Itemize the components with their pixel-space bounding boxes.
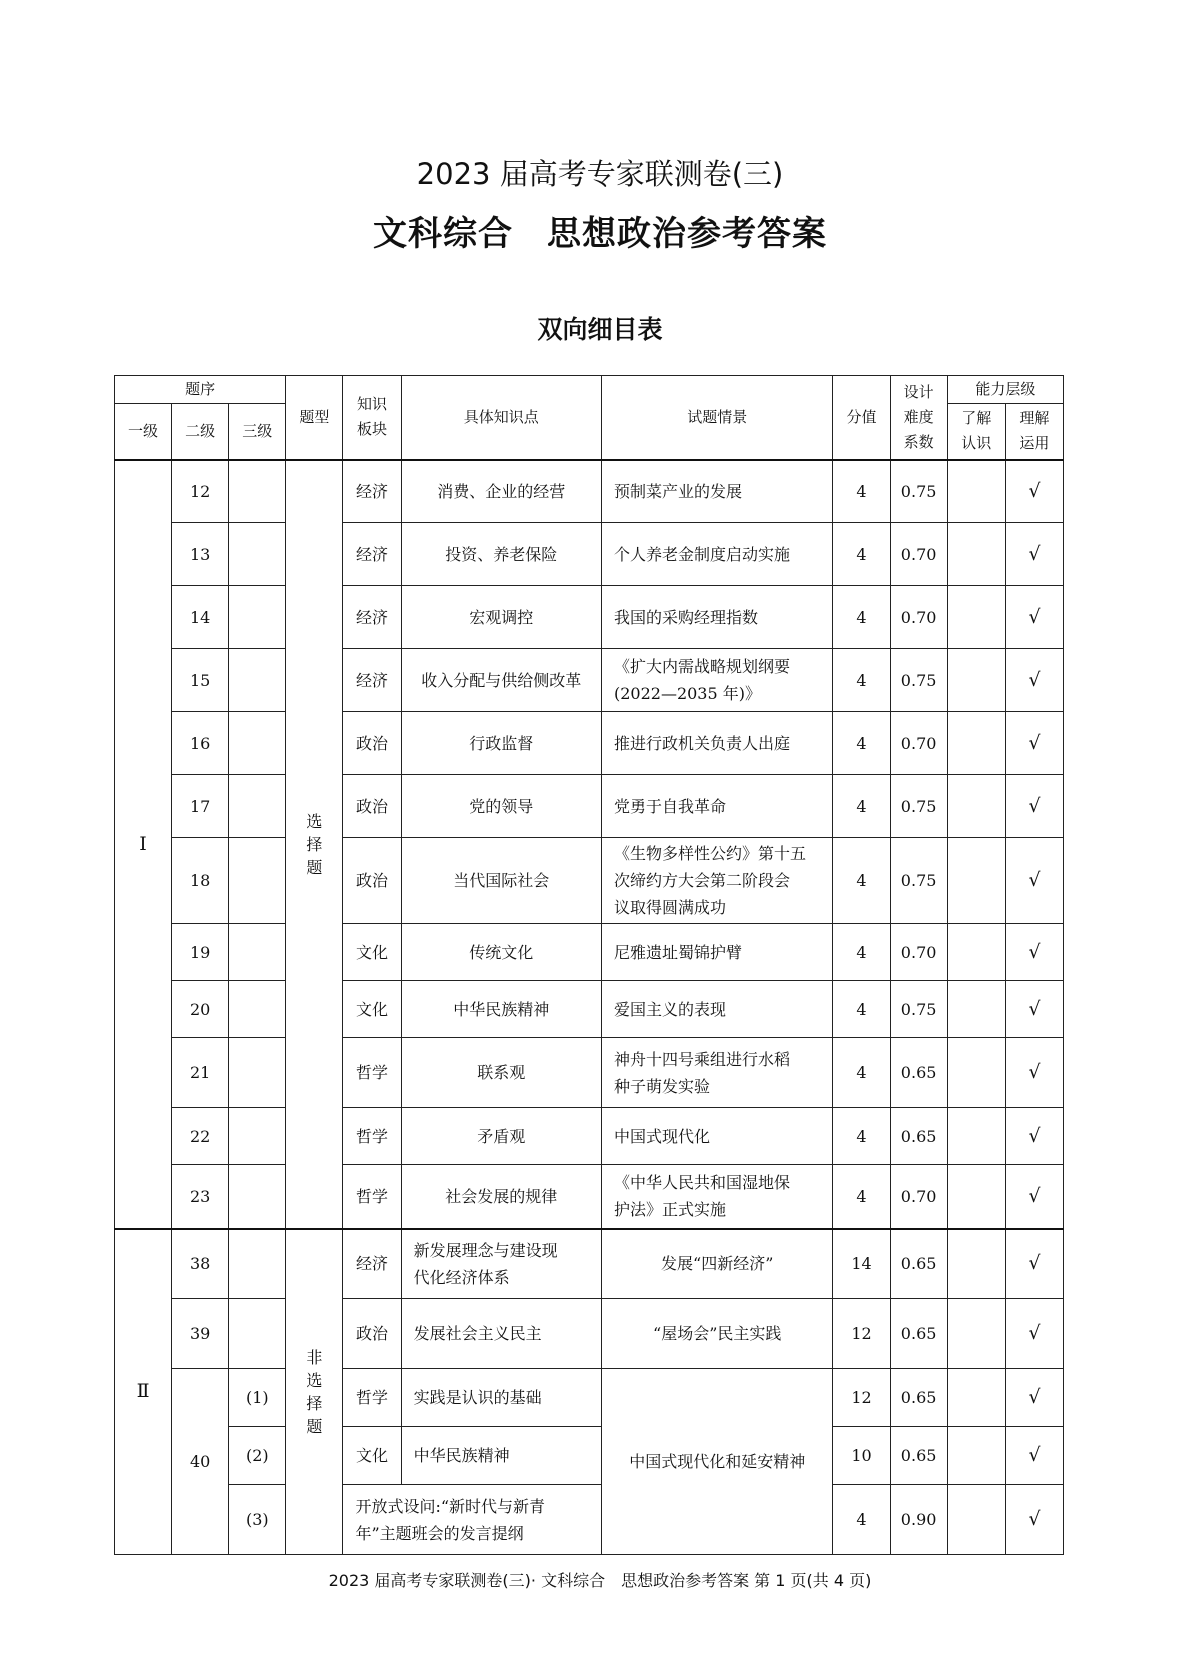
knowledge: 实践是认识的基础 — [401, 1369, 601, 1427]
question-no: 40 — [172, 1369, 229, 1555]
table-row — [115, 1038, 1064, 1108]
scenario: 预制菜产业的发展 — [601, 460, 832, 523]
difficulty: 0.70 — [890, 924, 947, 981]
section: 哲学 — [343, 1108, 401, 1165]
understand-mark — [947, 924, 1005, 981]
difficulty: 0.90 — [890, 1485, 947, 1555]
header-difficulty-line1: 设计 — [903, 382, 934, 401]
knowledge-line: 代化经济体系 — [413, 1267, 510, 1287]
score: 10 — [833, 1427, 890, 1485]
apply-check: √ — [1005, 838, 1063, 924]
apply-check: √ — [1005, 1485, 1063, 1555]
knowledge: 中华民族精神 — [401, 1427, 601, 1485]
header-type: 题型 — [286, 376, 343, 460]
table-row — [115, 1229, 1064, 1299]
section: 哲学 — [343, 1369, 401, 1427]
apply-check: √ — [1005, 460, 1063, 523]
apply-check: √ — [1005, 586, 1063, 649]
scenario: 中国式现代化和延安精神 — [601, 1369, 832, 1555]
scenario — [601, 649, 832, 712]
knowledge: 当代国际社会 — [401, 838, 601, 924]
knowledge: 行政监督 — [401, 712, 601, 775]
table-row — [115, 649, 1064, 712]
question-no: 14 — [172, 586, 229, 649]
table-row — [115, 1299, 1064, 1369]
question-no: 18 — [172, 838, 229, 924]
apply-check: √ — [1005, 523, 1063, 586]
table-row — [115, 1485, 1064, 1555]
table-row — [115, 1369, 1064, 1427]
section: 经济 — [343, 649, 401, 712]
question-no: 21 — [172, 1038, 229, 1108]
knowledge: 消费、企业的经营 — [401, 460, 601, 523]
difficulty: 0.70 — [890, 523, 947, 586]
scenario-line: 议取得圆满成功 — [613, 898, 726, 917]
section: 经济 — [343, 460, 401, 523]
section: 政治 — [343, 775, 401, 838]
question-no: 19 — [172, 924, 229, 981]
score: 4 — [833, 1038, 890, 1108]
score: 4 — [833, 460, 890, 523]
table-row — [115, 523, 1064, 586]
table-row — [115, 1108, 1064, 1165]
difficulty: 0.75 — [890, 981, 947, 1038]
understand-mark — [947, 712, 1005, 775]
score: 4 — [833, 924, 890, 981]
score: 4 — [833, 712, 890, 775]
type-char: 选 — [306, 1370, 323, 1390]
score: 4 — [833, 775, 890, 838]
type-char: 题 — [306, 857, 323, 877]
knowledge: 联系观 — [401, 1038, 601, 1108]
apply-check: √ — [1005, 1369, 1063, 1427]
section: 政治 — [343, 712, 401, 775]
understand-mark — [947, 1229, 1005, 1299]
table-row — [115, 1427, 1064, 1485]
difficulty: 0.65 — [890, 1369, 947, 1427]
sub-no — [229, 838, 286, 924]
apply-check: √ — [1005, 1427, 1063, 1485]
type-char: 择 — [306, 1393, 323, 1413]
understand-mark — [947, 1038, 1005, 1108]
section: 经济 — [343, 1229, 401, 1299]
sub-no — [229, 924, 286, 981]
score: 4 — [833, 523, 890, 586]
apply-check: √ — [1005, 1229, 1063, 1299]
section: 政治 — [343, 838, 401, 924]
section: 经济 — [343, 523, 401, 586]
difficulty: 0.75 — [890, 838, 947, 924]
scenario — [601, 838, 832, 924]
scenario-line: 《扩大内需战略规划纲要 — [613, 657, 790, 676]
section: 政治 — [343, 1299, 401, 1369]
page-footer: 2023 届高考专家联测卷(三)· 文科综合 思想政治参考答案 第 1 页(共 4 页) — [328, 1571, 872, 1590]
exam-title: 2023 届高考专家联测卷(三) — [416, 157, 784, 191]
open-question-line: 年”主题班会的发言提纲 — [355, 1523, 524, 1543]
understand-mark — [947, 1485, 1005, 1555]
header-level3: 三级 — [229, 404, 286, 460]
sub-no: (2) — [229, 1427, 286, 1485]
answer-title-name: 思想政治参考答案 — [547, 214, 827, 254]
header-level2: 二级 — [172, 404, 229, 460]
header-row-1 — [115, 376, 1064, 404]
scenario — [601, 1038, 832, 1108]
header-apply-line2: 运用 — [1019, 434, 1050, 453]
scenario: 中国式现代化 — [601, 1108, 832, 1165]
header-section — [343, 376, 401, 460]
difficulty: 0.65 — [890, 1038, 947, 1108]
knowledge: 投资、养老保险 — [401, 523, 601, 586]
table-row — [115, 775, 1064, 838]
header-difficulty — [890, 376, 947, 460]
sub-no — [229, 1299, 286, 1369]
score: 12 — [833, 1369, 890, 1427]
understand-mark — [947, 1108, 1005, 1165]
two-way-specification-table — [114, 375, 1064, 1555]
question-no: 12 — [172, 460, 229, 523]
sub-no — [229, 1108, 286, 1165]
apply-check: √ — [1005, 981, 1063, 1038]
understand-mark — [947, 649, 1005, 712]
score: 4 — [833, 649, 890, 712]
sub-no — [229, 460, 286, 523]
question-no: 16 — [172, 712, 229, 775]
knowledge: 宏观调控 — [401, 586, 601, 649]
header-knowledge: 具体知识点 — [401, 376, 601, 460]
table-row — [115, 1165, 1064, 1229]
score: 4 — [833, 1108, 890, 1165]
score: 4 — [833, 981, 890, 1038]
apply-check: √ — [1005, 1108, 1063, 1165]
scenario: 党勇于自我革命 — [601, 775, 832, 838]
header-difficulty-line3: 系数 — [903, 432, 934, 451]
apply-check: √ — [1005, 924, 1063, 981]
type-char: 题 — [306, 1416, 323, 1436]
apply-check: √ — [1005, 775, 1063, 838]
apply-check: √ — [1005, 1165, 1063, 1229]
apply-check: √ — [1005, 1038, 1063, 1108]
group2-level1: Ⅱ — [115, 1229, 172, 1555]
header-order: 题序 — [115, 376, 286, 404]
table-row — [115, 460, 1064, 523]
header-understand-line1: 了解 — [961, 409, 992, 428]
difficulty: 0.75 — [890, 775, 947, 838]
section: 哲学 — [343, 1165, 401, 1229]
question-no: 22 — [172, 1108, 229, 1165]
difficulty: 0.75 — [890, 460, 947, 523]
knowledge: 发展社会主义民主 — [401, 1299, 601, 1369]
section: 文化 — [343, 981, 401, 1038]
scenario: 推进行政机关负责人出庭 — [601, 712, 832, 775]
group1-type — [286, 460, 343, 1229]
difficulty: 0.65 — [890, 1427, 947, 1485]
header-score: 分值 — [833, 376, 890, 460]
knowledge: 党的领导 — [401, 775, 601, 838]
sub-no — [229, 1229, 286, 1299]
understand-mark — [947, 523, 1005, 586]
question-no: 20 — [172, 981, 229, 1038]
scenario: “屋场会”民主实践 — [601, 1299, 832, 1369]
answer-title-subject: 文科综合 — [373, 214, 513, 254]
sub-no — [229, 649, 286, 712]
apply-check: √ — [1005, 649, 1063, 712]
understand-mark — [947, 838, 1005, 924]
section: 经济 — [343, 586, 401, 649]
score: 12 — [833, 1299, 890, 1369]
understand-mark — [947, 981, 1005, 1038]
table-title: 双向细目表 — [537, 315, 663, 344]
apply-check: √ — [1005, 1299, 1063, 1369]
understand-mark — [947, 1369, 1005, 1427]
sub-no — [229, 712, 286, 775]
section: 文化 — [343, 1427, 401, 1485]
section: 哲学 — [343, 1038, 401, 1108]
scenario: 发展“四新经济” — [601, 1229, 832, 1299]
sub-no — [229, 586, 286, 649]
scenario: 我国的采购经理指数 — [601, 586, 832, 649]
score: 4 — [833, 586, 890, 649]
question-no: 13 — [172, 523, 229, 586]
scenario: 爱国主义的表现 — [601, 981, 832, 1038]
question-no: 17 — [172, 775, 229, 838]
knowledge-line: 新发展理念与建设现 — [413, 1240, 558, 1260]
apply-check: √ — [1005, 712, 1063, 775]
understand-mark — [947, 1299, 1005, 1369]
sub-no — [229, 1038, 286, 1108]
knowledge — [401, 1229, 601, 1299]
open-question-line: 开放式设问:“新时代与新青 — [355, 1496, 546, 1516]
scenario — [601, 1165, 832, 1229]
table-row — [115, 981, 1064, 1038]
header-section-line2: 板块 — [357, 420, 388, 439]
table-row — [115, 924, 1064, 981]
type-char: 选 — [306, 811, 323, 831]
sub-no: (1) — [229, 1369, 286, 1427]
difficulty: 0.75 — [890, 649, 947, 712]
difficulty: 0.70 — [890, 712, 947, 775]
header-scenario: 试题情景 — [601, 376, 832, 460]
type-char: 择 — [306, 834, 323, 854]
scenario-line: (2022—2035 年)》 — [613, 684, 761, 703]
scenario-line: 护法》正式实施 — [613, 1200, 726, 1220]
difficulty: 0.70 — [890, 586, 947, 649]
understand-mark — [947, 1165, 1005, 1229]
header-ability-apply — [1005, 404, 1063, 460]
sub-no: (3) — [229, 1485, 286, 1555]
scenario-line: 种子萌发实验 — [613, 1076, 710, 1096]
header-ability: 能力层级 — [947, 376, 1063, 404]
knowledge: 矛盾观 — [401, 1108, 601, 1165]
header-level1: 一级 — [115, 404, 172, 460]
scenario: 尼雅遗址蜀锦护臂 — [601, 924, 832, 981]
sub-no — [229, 775, 286, 838]
header-section-line1: 知识 — [357, 395, 388, 414]
knowledge: 收入分配与供给侧改革 — [401, 649, 601, 712]
section: 文化 — [343, 924, 401, 981]
header-understand-line2: 认识 — [961, 434, 992, 453]
difficulty: 0.65 — [890, 1299, 947, 1369]
score: 4 — [833, 838, 890, 924]
question-no: 15 — [172, 649, 229, 712]
knowledge: 中华民族精神 — [401, 981, 601, 1038]
score: 14 — [833, 1229, 890, 1299]
difficulty: 0.65 — [890, 1108, 947, 1165]
sub-no — [229, 981, 286, 1038]
scenario-line: 次缔约方大会第二阶段会 — [613, 871, 790, 890]
scenario-line: 神舟十四号乘组进行水稻 — [613, 1049, 790, 1069]
understand-mark — [947, 586, 1005, 649]
understand-mark — [947, 460, 1005, 523]
answer-title — [0, 206, 1200, 255]
type-char: 非 — [306, 1347, 323, 1367]
question-no: 39 — [172, 1299, 229, 1369]
knowledge: 社会发展的规律 — [401, 1165, 601, 1229]
table-row — [115, 838, 1064, 924]
score: 4 — [833, 1485, 890, 1555]
difficulty: 0.70 — [890, 1165, 947, 1229]
question-no: 38 — [172, 1229, 229, 1299]
header-ability-understand — [947, 404, 1005, 460]
group2-type — [286, 1229, 343, 1555]
group1-level1: Ⅰ — [115, 460, 172, 1229]
sub-no — [229, 1165, 286, 1229]
open-question — [343, 1485, 602, 1555]
question-no: 23 — [172, 1165, 229, 1229]
difficulty: 0.65 — [890, 1229, 947, 1299]
header-apply-line1: 理解 — [1019, 409, 1050, 428]
scenario-line: 《中华人民共和国湿地保 — [613, 1173, 790, 1193]
header-difficulty-line2: 难度 — [903, 407, 934, 426]
table-row — [115, 712, 1064, 775]
understand-mark — [947, 775, 1005, 838]
score: 4 — [833, 1165, 890, 1229]
understand-mark — [947, 1427, 1005, 1485]
knowledge: 传统文化 — [401, 924, 601, 981]
scenario: 个人养老金制度启动实施 — [601, 523, 832, 586]
scenario-line: 《生物多样性公约》第十五 — [613, 844, 806, 863]
table-row — [115, 586, 1064, 649]
sub-no — [229, 523, 286, 586]
